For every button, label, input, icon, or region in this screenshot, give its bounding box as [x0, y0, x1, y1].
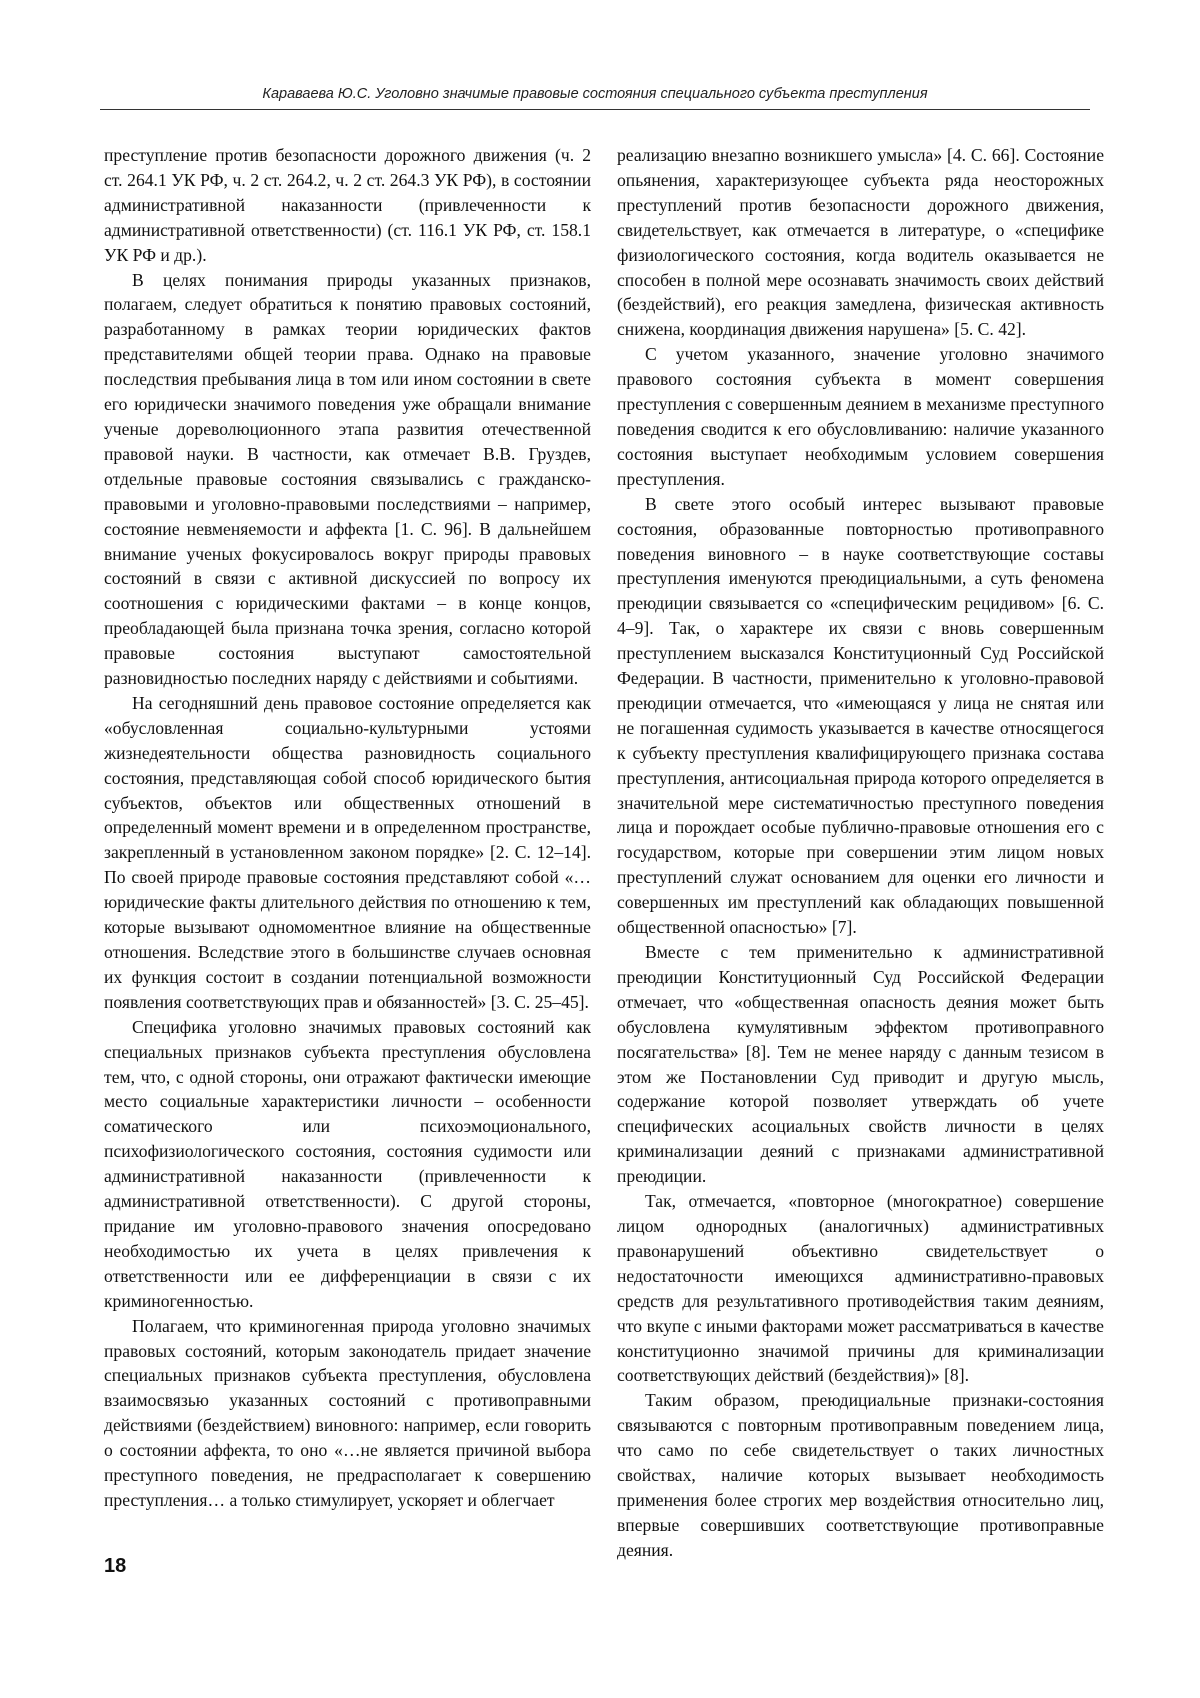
paragraph: Специфика уголовно значимых правовых состояний как специальных признаков субъекта преступления обусловлена тем, что, с одной стороны, они отражают фактически имеющие место социальные характеристики личности – особенности соматического или психоэмоционального, психофизиологического состояния, состояния судимости или административной наказанности (привлеченности к административной ответственности). С другой стороны, придание им уголовно-правового значения опосредовано необходимостью их учета в целях привлечения к ответственности или ее дифференциации в связи с их криминогенностью.: [104, 1015, 591, 1314]
paragraph: В свете этого особый интерес вызывают правовые состояния, образованные повторностью противоправного поведения виновного – в науке соответствующие составы преступления именуются преюдициальными, а суть феномена преюдиции связывается со «специфическим рецидивом» [6. С. 4–9]. Так, о характере их связи с вновь совершенным преступлением высказался Конституционный Суд Российской Федерации. В частности, применительно к уголовно-правовой преюдиции отмечается, что «имеющаяся у лица не снятая или не погашенная судимость указывается в качестве относящегося к субъекту преступления квалифицирующего признака состава преступления, антисоциальная природа которого определяется в значительной мере систематичностью преступного поведения лица и порождает особые публично-правовые отношения его с государством, которые при совершении этим лицом новых преступлений служат основанием для оценки его личности и совершенных им преступлений как обладающих повышенной общественной опасностью» [7].: [617, 492, 1104, 940]
journal-page: [0, 0, 1200, 1698]
page-number: 18: [104, 1555, 126, 1578]
paragraph: Так, отмечается, «повторное (многократное) совершение лицом однородных (аналогичных) административных правонарушений объективно свидетельствует о недостаточности имеющихся административно-правовых средств для результативного противодействия таким деяниям, что вкупе с иными факторами может рассматриваться в качестве конституционно значимой причины для криминализации соответствующих действий (бездействия)» [8].: [617, 1189, 1104, 1388]
paragraph: Полагаем, что криминогенная природа уголовно значимых правовых состояний, которым законодатель придает значение специальных признаков субъекта преступления, обусловлена взаимосвязью указанных состояний с противоправными действиями (бездействием) виновного: например, если говорить о состоянии аффекта, то оно «…не является причиной выбора преступного поведения, не предрасполагает к совершению преступления… а только стимулирует, ускоряет и облегчает: [104, 1314, 591, 1513]
paragraph: преступление против безопасности дорожного движения (ч. 2 ст. 264.1 УК РФ, ч. 2 ст. 264.2, ч. 2 ст. 264.3 УК РФ), в состоянии административной наказанности (привлеченности к административной ответственности) (ст. 116.1 УК РФ, ст. 158.1 УК РФ и др.).: [104, 143, 591, 268]
paragraph: С учетом указанного, значение уголовно значимого правового состояния субъекта в момент совершения преступления с совершенным деянием в механизме преступного поведения сводится к его обусловливанию: наличие указанного состояния выступает необходимым условием совершения преступления.: [617, 342, 1104, 491]
running-header: Караваева Ю.С. Уголовно значимые правовые состояния специального субъекта преступления: [100, 86, 1090, 102]
paragraph: На сегодняшний день правовое состояние определяется как «обусловленная социально-культурными устоями жизнедеятельности общества разновидность социального состояния, представляющая собой способ юридического бытия субъектов, объектов или общественных отношений в определенный момент времени и в определенном пространстве, закрепленный в установленном законом порядке» [2. С. 12–14]. По своей природе правовые состояния представляют собой «…юридические факты длительного действия по отношению к тем, которые вызывают одномоментное влияние на общественные отношения. Вследствие этого в большинстве случаев основная их функция состоит в создании потенциальной возможности появления соответствующих прав и обязанностей» [3. С. 25–45].: [104, 691, 591, 1015]
header-divider: [100, 109, 1090, 110]
paragraph: Вместе с тем применительно к административной преюдиции Конституционный Суд Российской Федерации отмечает, что «общественная опасность деяния может быть обусловлена кумулятивным эффектом противоправного посягательства» [8]. Тем не менее наряду с данным тезисом в этом же Постановлении Суд приводит и другую мысль, содержание которой позволяет утверждать об учете специфических асоциальных свойств личности в целях криминализации деяний с признаками административной преюдиции.: [617, 940, 1104, 1189]
paragraph: Таким образом, преюдициальные признаки-состояния связываются с повторным противоправным поведением лица, что само по себе свидетельствует о таких личностных свойствах, наличие которых вызывает необходимость применения более строгих мер воздействия относительно лиц, впервые совершивших соответствующие противоправные деяния.: [617, 1388, 1104, 1562]
left-column: [104, 143, 591, 1513]
right-column: [617, 143, 1104, 1563]
paragraph: реализацию внезапно возникшего умысла» [4. С. 66]. Состояние опьянения, характеризующее субъекта ряда неосторожных преступлений против безопасности дорожного движения, свидетельствует, как отмечается в литературе, о «специфике физиологического состояния, когда водитель оказывается не способен в полной мере осознавать значимость своих действий (бездействий), его реакция замедлена, физическая активность снижена, координация движения нарушена» [5. С. 42].: [617, 143, 1104, 342]
paragraph: В целях понимания природы указанных признаков, полагаем, следует обратиться к понятию правовых состояний, разработанному в рамках теории юридических фактов представителями общей теории права. Однако на правовые последствия пребывания лица в том или ином состоянии в свете его юридически значимого поведения уже обращали внимание ученые дореволюционного этапа развития отечественной правовой науки. В частности, как отмечает В.В. Груздев, отдельные правовые состояния связывались с гражданско-правовыми и уголовно-правовыми последствиями – например, состояние невменяемости и аффекта [1. С. 96]. В дальнейшем внимание ученых фокусировалось вокруг природы правовых состояний в связи с активной дискуссией по вопросу их соотношения с юридическими фактами – в конце концов, преобладающей была признана точка зрения, согласно которой правовые состояния выступают самостоятельной разновидностью последних наряду с действиями и событиями.: [104, 268, 591, 691]
